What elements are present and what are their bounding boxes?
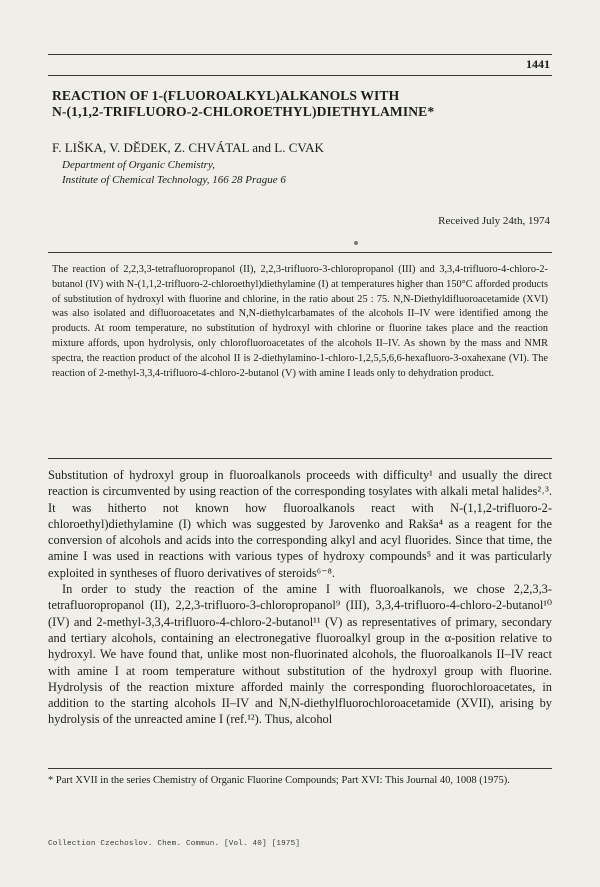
page-number: 1441 [526, 57, 550, 71]
body-paragraph-2: In order to study the reaction of the amine I with fluoroalkanols, we chose 2,2,3,3-tetrafluoropropanol (II), 2,2,3-trifluoro-3-chloropropanol⁹ (III), 3,3,4-trifluoro-4-chloro-2-butanol¹⁰ (IV) and 2-methyl-3,3,4-trifluoro-4-chloro-2-butanol¹¹ (V) as representatives of primary, secondary and tertiary alcohols, containing an electronegative fluoroalkyl group in the α-position relative to hydroxyl. We have found that, unlike most non-fluorinated alcohols, the fluoroalkanols II–IV react with amine I at room temperature without substitution of the hydroxyl group with fluorine. Hydrolysis of the reaction mixture afforded mainly the corresponding fluorochloroacetates, in addition to the starting alcohols II–IV and N,N-diethylfluorochloroacetamide (XVII), arising by hydrolysis of the unreacted amine I (ref.¹²). Thus, alcohol [48, 582, 552, 727]
header-rule [48, 54, 552, 55]
journal-citation: Collection Czechoslov. Chem. Commun. [Vol. 40] [1975] [48, 840, 301, 848]
author-list: F. LIŠKA, V. DĚDEK, Z. CHVÁTAL and L. CVAK [52, 140, 324, 155]
title-line-1: REACTION OF 1-(FLUOROALKYL)ALKANOLS WITH [52, 88, 400, 103]
body-paragraph-1: Substitution of hydroxyl group in fluoroalkanols proceeds with difficulty¹ and usually the direct reaction is circumvented by using reaction of the corresponding tosylates with alkali metal halides²˒³. It was hitherto not known how fluoroalkanols react with N-(1,1,2-trifluoro-2-chloroethyl)diethylamine (I) which was suggested by Jarovenko and Rakša⁴ as a reagent for the conversion of alcohols and acids into the corresponding alkyl and acyl fluorides. Since that time, the amine I was used in reactions with various types of hydroxy compounds⁵ and it was particularly exploited in syntheses of fluoro derivatives of steroids⁶⁻⁸. [48, 468, 552, 580]
footnote-rule [48, 768, 552, 769]
abstract-text: The reaction of 2,2,3,3-tetrafluoropropanol (II), 2,2,3-trifluoro-3-chloropropanol (III) and 3,3,4-trifluoro-4-chloro-2-butanol (IV) with N-(1,1,2-trifluoro-2-chloroethyl)diethylamine (I) at temperatures higher than 150°C afforded products of substitution of hydroxyl with fluorine and chlorine, in the ratio about 25 : 75. N,N-Diethyldifluoroacetamide (XVI) was also isolated and difluoroacetates and N,N-diethylcarbamates of the alcohols II–IV were identified among the products. At room temperature, no substitution of hydroxyl with chlorine or fluorine takes place and the reaction mixture affords, upon hydrolysis, only chlorofluoroacetates of the alcohols II–IV. As shown by the mass and NMR spectra, the reaction product of the alcohol II is 2-diethylamino-1-chloro-1,2,5,5,6,6-hexafluoro-3-oxahexane (VI). The reaction of 2-methyl-3,3,4-trifluoro-4-chloro-2-butanol (V) with amine I leads only to dehydration product. [52, 264, 548, 379]
article-title [52, 88, 552, 120]
affiliation [62, 158, 286, 188]
header-rule-lower [48, 75, 552, 76]
title-line-2: N-(1,1,2-TRIFLUORO-2-CHLOROETHYL)DIETHYLAMINE* [52, 104, 435, 119]
body-text [48, 467, 552, 728]
affiliation-line-1: Department of Organic Chemistry, [62, 159, 215, 171]
abstract-section [48, 252, 552, 459]
footnote: * Part XVII in the series Chemistry of Organic Fluorine Compounds; Part XVI: This Journal 40, 1008 (1975). [48, 775, 510, 786]
print-speck [354, 241, 358, 245]
affiliation-line-2: Institute of Chemical Technology, 166 28 Prague 6 [62, 174, 286, 186]
received-date: Received July 24th, 1974 [438, 215, 550, 227]
